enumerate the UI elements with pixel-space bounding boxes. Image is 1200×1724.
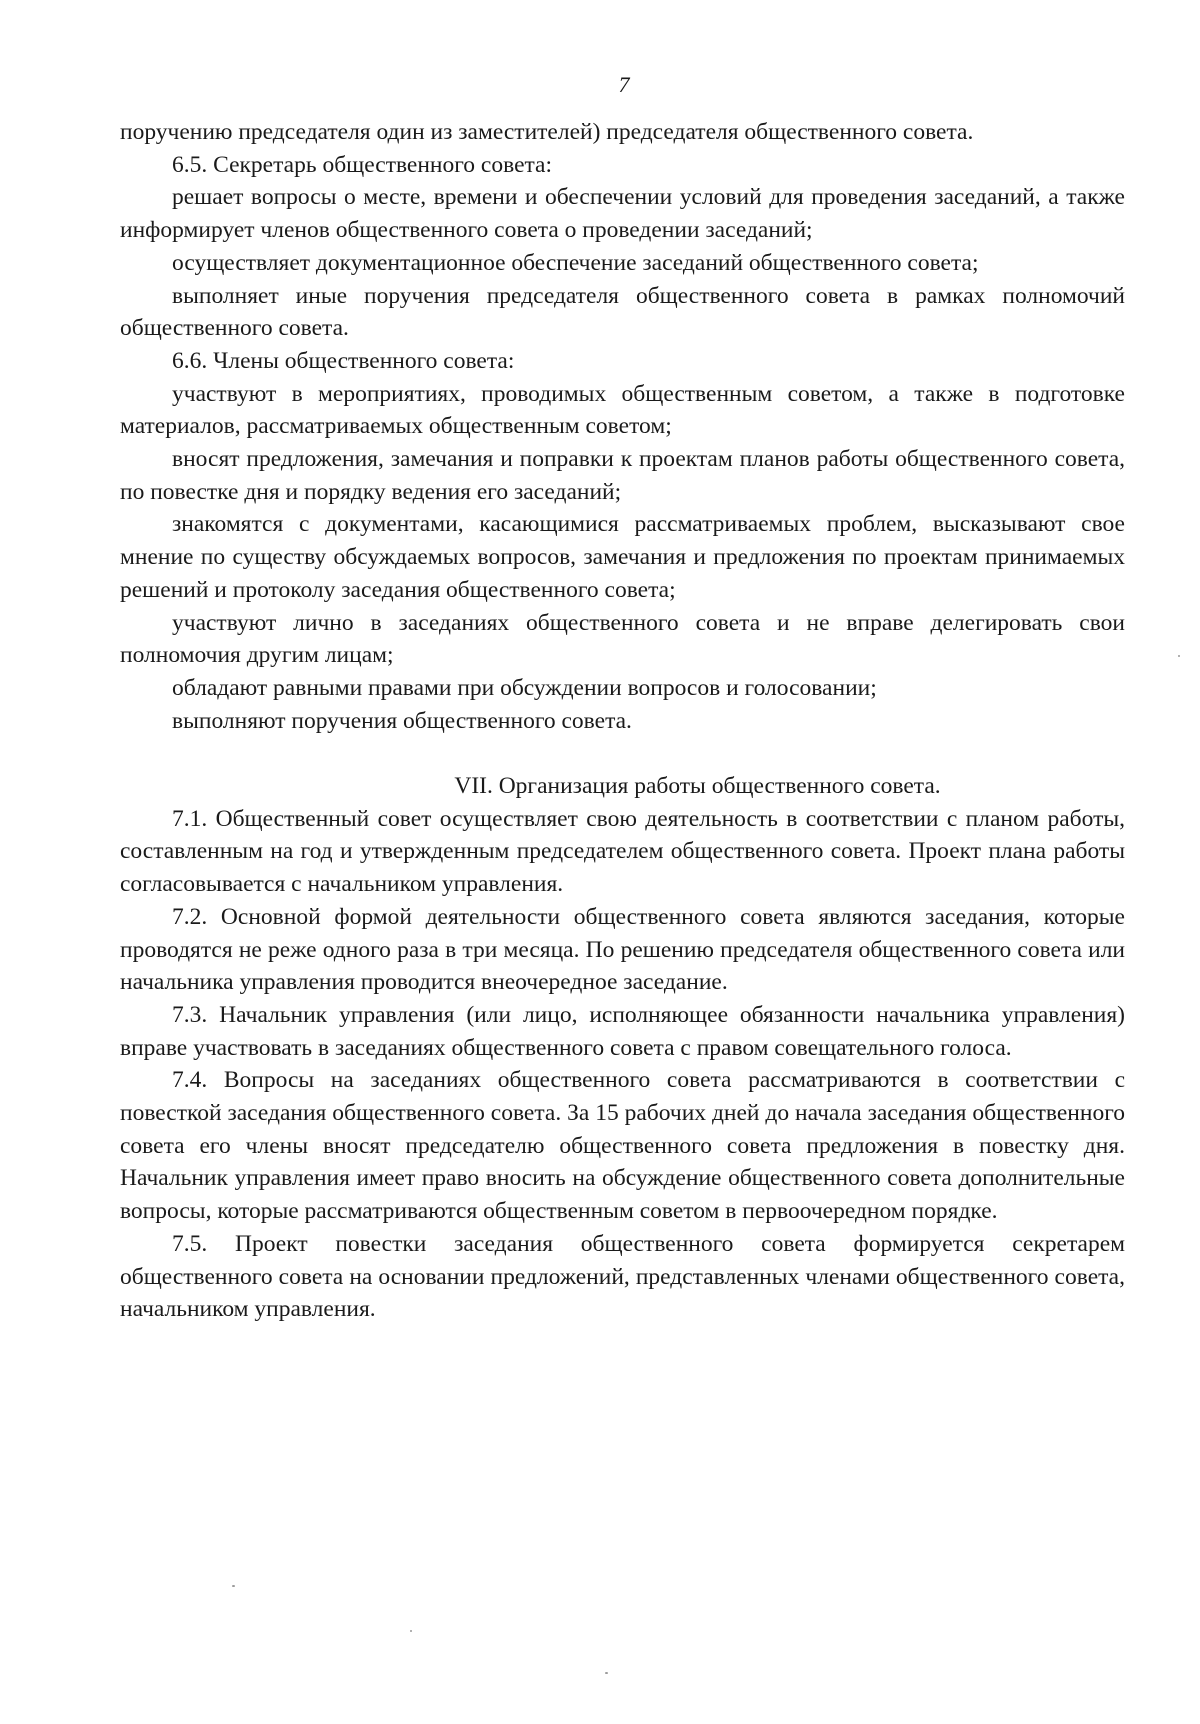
section-7-4: 7.4. Вопросы на заседаниях общественного совета рассматриваются в соответствии с повесткой заседания общественного совета. За 15 рабочих дней до начала заседания общественного совета его члены вносят председателю общественного совета предложения в повестку дня. Начальник управления имеет право вносить на обсуждение общественного совета дополнительные вопросы, которые рассматриваются общественным советом в первоочередном порядке. <box>120 1067 1125 1225</box>
section-7-3: 7.3. Начальник управления (или лицо, исполняющее обязанности начальника управления) вправе участвовать в заседаниях общественного совета с правом совещательного голоса. <box>120 1001 1125 1061</box>
section-7-5: 7.5. Проект повестки заседания общественного совета формируется секретарем общественного совета на основании предложений, представленных членами общественного совета, начальником управления. <box>120 1230 1125 1323</box>
section-7-heading: VII. Организация работы общественного совета. <box>454 773 941 800</box>
section-6-6-item-2: вносят предложения, замечания и поправки к проектам планов работы общественного совета, по повестке дня и порядку ведения его заседаний; <box>120 446 1125 505</box>
scan-speck <box>1178 655 1180 657</box>
page-number: 7 <box>618 72 630 97</box>
document-body <box>120 116 1125 1326</box>
section-6-5-item-2: осуществляет документационное обеспечение заседаний общественного совета; <box>172 249 979 276</box>
section-7-2: 7.2. Основной формой деятельности общественного совета являются заседания, которые проводятся не реже одного раза в три месяца. По решению председателя общественного совета или начальника управления проводится внеочередное заседание. <box>120 903 1125 996</box>
section-6-5-title: 6.5. Секретарь общественного совета: <box>172 151 553 178</box>
section-6-5-item-3: выполняет иные поручения председателя общественного совета в рамках полномочий общественного совета. <box>120 282 1125 342</box>
section-6-6-item-6: выполняют поручения общественного совета. <box>172 707 632 734</box>
section-6-6-item-1: участвуют в мероприятиях, проводимых общественным советом, а также в подготовке материалов, рассматриваемых общественным советом; <box>120 380 1125 440</box>
section-7-1: 7.1. Общественный совет осуществляет свою деятельность в соответствии с планом работы, составленным на год и утвержденным председателем общественного совета. Проект плана работы согласовывается с начальником управления. <box>120 805 1125 898</box>
scan-speck <box>232 1585 235 1587</box>
section-6-6-item-3: знакомятся с документами, касающимися рассматриваемых проблем, высказывают свое мнение по существу обсуждаемых вопросов, замечания и предложения по проектам принимаемых решений и протоколу заседания общественного совета; <box>120 511 1125 603</box>
section-6-6-item-5: обладают равными правами при обсуждении вопросов и голосовании; <box>172 674 877 701</box>
section-6-6-title: 6.6. Члены общественного совета: <box>172 347 515 374</box>
section-6-6-item-4: участвуют лично в заседаниях общественного совета и не вправе делегировать свои полномочия другим лицам; <box>120 609 1125 669</box>
scan-speck <box>410 1630 412 1632</box>
scan-speck <box>605 1672 608 1674</box>
section-6-5-item-1: решает вопросы о месте, времени и обеспечении условий для проведения заседаний, а также информирует членов общественного совета о проведении заседаний; <box>120 184 1125 244</box>
paragraph-continuation: поручению председателя один из заместителей) председателя общественного совета. <box>120 119 974 145</box>
